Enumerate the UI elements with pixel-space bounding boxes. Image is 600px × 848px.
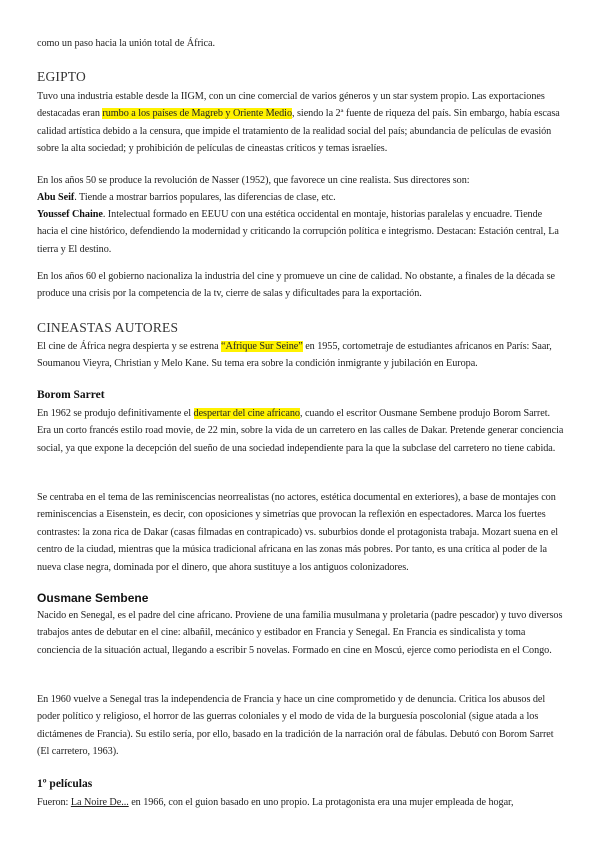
- heading-primeras-peliculas: 1º películas: [37, 778, 93, 790]
- paragraph-egipto-2: En los años 50 se produce la revolución de Nasser (1952), que favorece un cine realista. Sus directores son:: [37, 175, 470, 186]
- highlighted-text: rumbo a los países de Magreb y Oriente Medio: [102, 108, 293, 120]
- director-name: Abu Seif: [37, 192, 75, 203]
- text-segment: El cine de África negra despierta y se estrena: [37, 341, 222, 352]
- text-segment: . Tiende a mostrar barrios populares, las diferencias de clase, etc.: [74, 192, 336, 203]
- text-segment: , cuando el escritor Ousmane Sembene produjo Borom Sarret. Era un corto francés estilo road movie, de 22 min, sobre la vida de un carretero en las calles de Dakar. Pretende generar conciencia social, ya que expone la decepción del sueño de una sociedad independiente para la que la subclase del carretero no tiene cabida.: [37, 408, 564, 454]
- director-name: Youssef Chaine: [37, 209, 103, 220]
- text-segment: en 1955, cortometraje de estudiantes africanos en París: Saar, Soumanou Vieyra, Christian y Melo Kane. Su tema era sobre la condición inmigrante y jubilación en Europa.: [37, 341, 552, 370]
- paragraph-borom-1: [37, 405, 565, 457]
- paragraph-egipto-3: En los años 60 el gobierno nacionaliza la industria del cine y promueve un cine de calidad. No obstante, a finales de la década se produce una crisis por la competencia de la tv, cierre de salas y dificultades para la exportación.: [37, 271, 555, 300]
- highlighted-text: “Afrique Sur Seine”: [221, 341, 303, 352]
- heading-cineastas-autores: CINEASTAS AUTORES: [37, 320, 179, 335]
- paragraph-youssef-chaine: [37, 206, 565, 258]
- heading-ousmane-sembene: Ousmane Sembene: [37, 591, 149, 605]
- paragraph-ousmane-1: Nacido en Senegal, es el padre del cine africano. Proviene de una familia musulmana y proletaria (padre pescador) y tuvo diversos trabajos antes de debutar en el cine: albañil, mecánico y estibador en Francia y Senegal. En Francia es sindicalista y toma conciencia de la situación actual, llegando a escribir 5 novelas. Formado en cine en Moscú, ejerce como periodista en el Congo.: [37, 610, 563, 656]
- film-link[interactable]: La Noire De...: [70, 797, 129, 808]
- text-segment: en 1966, con el guion basado en uno propio. La protagonista era una mujer empleada de hogar,: [128, 797, 514, 808]
- paragraph-primeras: [37, 794, 565, 811]
- text-segment: , siendo la 2ª fuente de riqueza del país. Sin embargo, había escasa calidad artística debido a la censura, que impide el tratamiento de la realidad social del país; abundancia de películas de evasión sobre la alta sociedad; y prohibición de películas de cineastas críticos y temas israelíes.: [37, 108, 560, 155]
- heading-borom-sarret: Borom Sarret: [37, 389, 105, 401]
- highlighted-text: despertar del cine africano: [193, 408, 300, 419]
- paragraph-intro: como un paso hacia la unión total de África.: [37, 38, 216, 49]
- text-segment: Tuvo una industria estable desde la IIGM, con un cine comercial de varios géneros y un star system propio. Las exportaciones destacadas eran: [37, 91, 545, 120]
- paragraph-borom-2: Se centraba en el tema de las reminiscencias neorrealistas (no actores, estética documental en exteriores), a base de montajes con reminiscencias a Eisenstein, es decir, con oposiciones y simetrías que provocan la reflexión en espectadores. Marca los fuertes contrastes: la zona rica de Dakar (casas filmadas en contrapicado) vs. suburbios donde el protagonista trabaja. Mozart suena en el centro de la ciudad, mientras que la música tradicional africana en las zonas más pobres. Por tanto, es una crítica al poder de la nueva clase negra, dominada por el dinero, que ahora sustituye a los antiguos colonizadores.: [37, 492, 559, 573]
- paragraph-egipto-1: [37, 88, 565, 158]
- text-segment: . Intelectual formado en EEUU con una estética occidental en montaje, historias paralelas y encuadre. Tiende hacia el cine histórico, defendiendo la modernidad y criticando la corrupción política e integrismo. Destacan: Estación central, La tierra y El destino.: [37, 209, 559, 255]
- paragraph-abu-seif: [37, 189, 565, 206]
- text-segment: En 1962 se produjo definitivamente el: [37, 408, 194, 419]
- paragraph-cineastas: [37, 338, 565, 373]
- heading-egipto: EGIPTO: [37, 69, 86, 84]
- paragraph-ousmane-2: En 1960 vuelve a Senegal tras la independencia de Francia y hace un cine comprometido y de denuncia. Critica los abusos del poder político y religioso, el horror de las guerras coloniales y el modo de vida de la burguesía poscolonial (sigue atada a los dictámenes de Francia). Su estilo sería, por ello, basado en la tradición de la narración oral de fábulas. Debutó con Borom Sarret (El carretero, 1963).: [37, 694, 554, 758]
- text-segment: Fueron:: [37, 797, 71, 808]
